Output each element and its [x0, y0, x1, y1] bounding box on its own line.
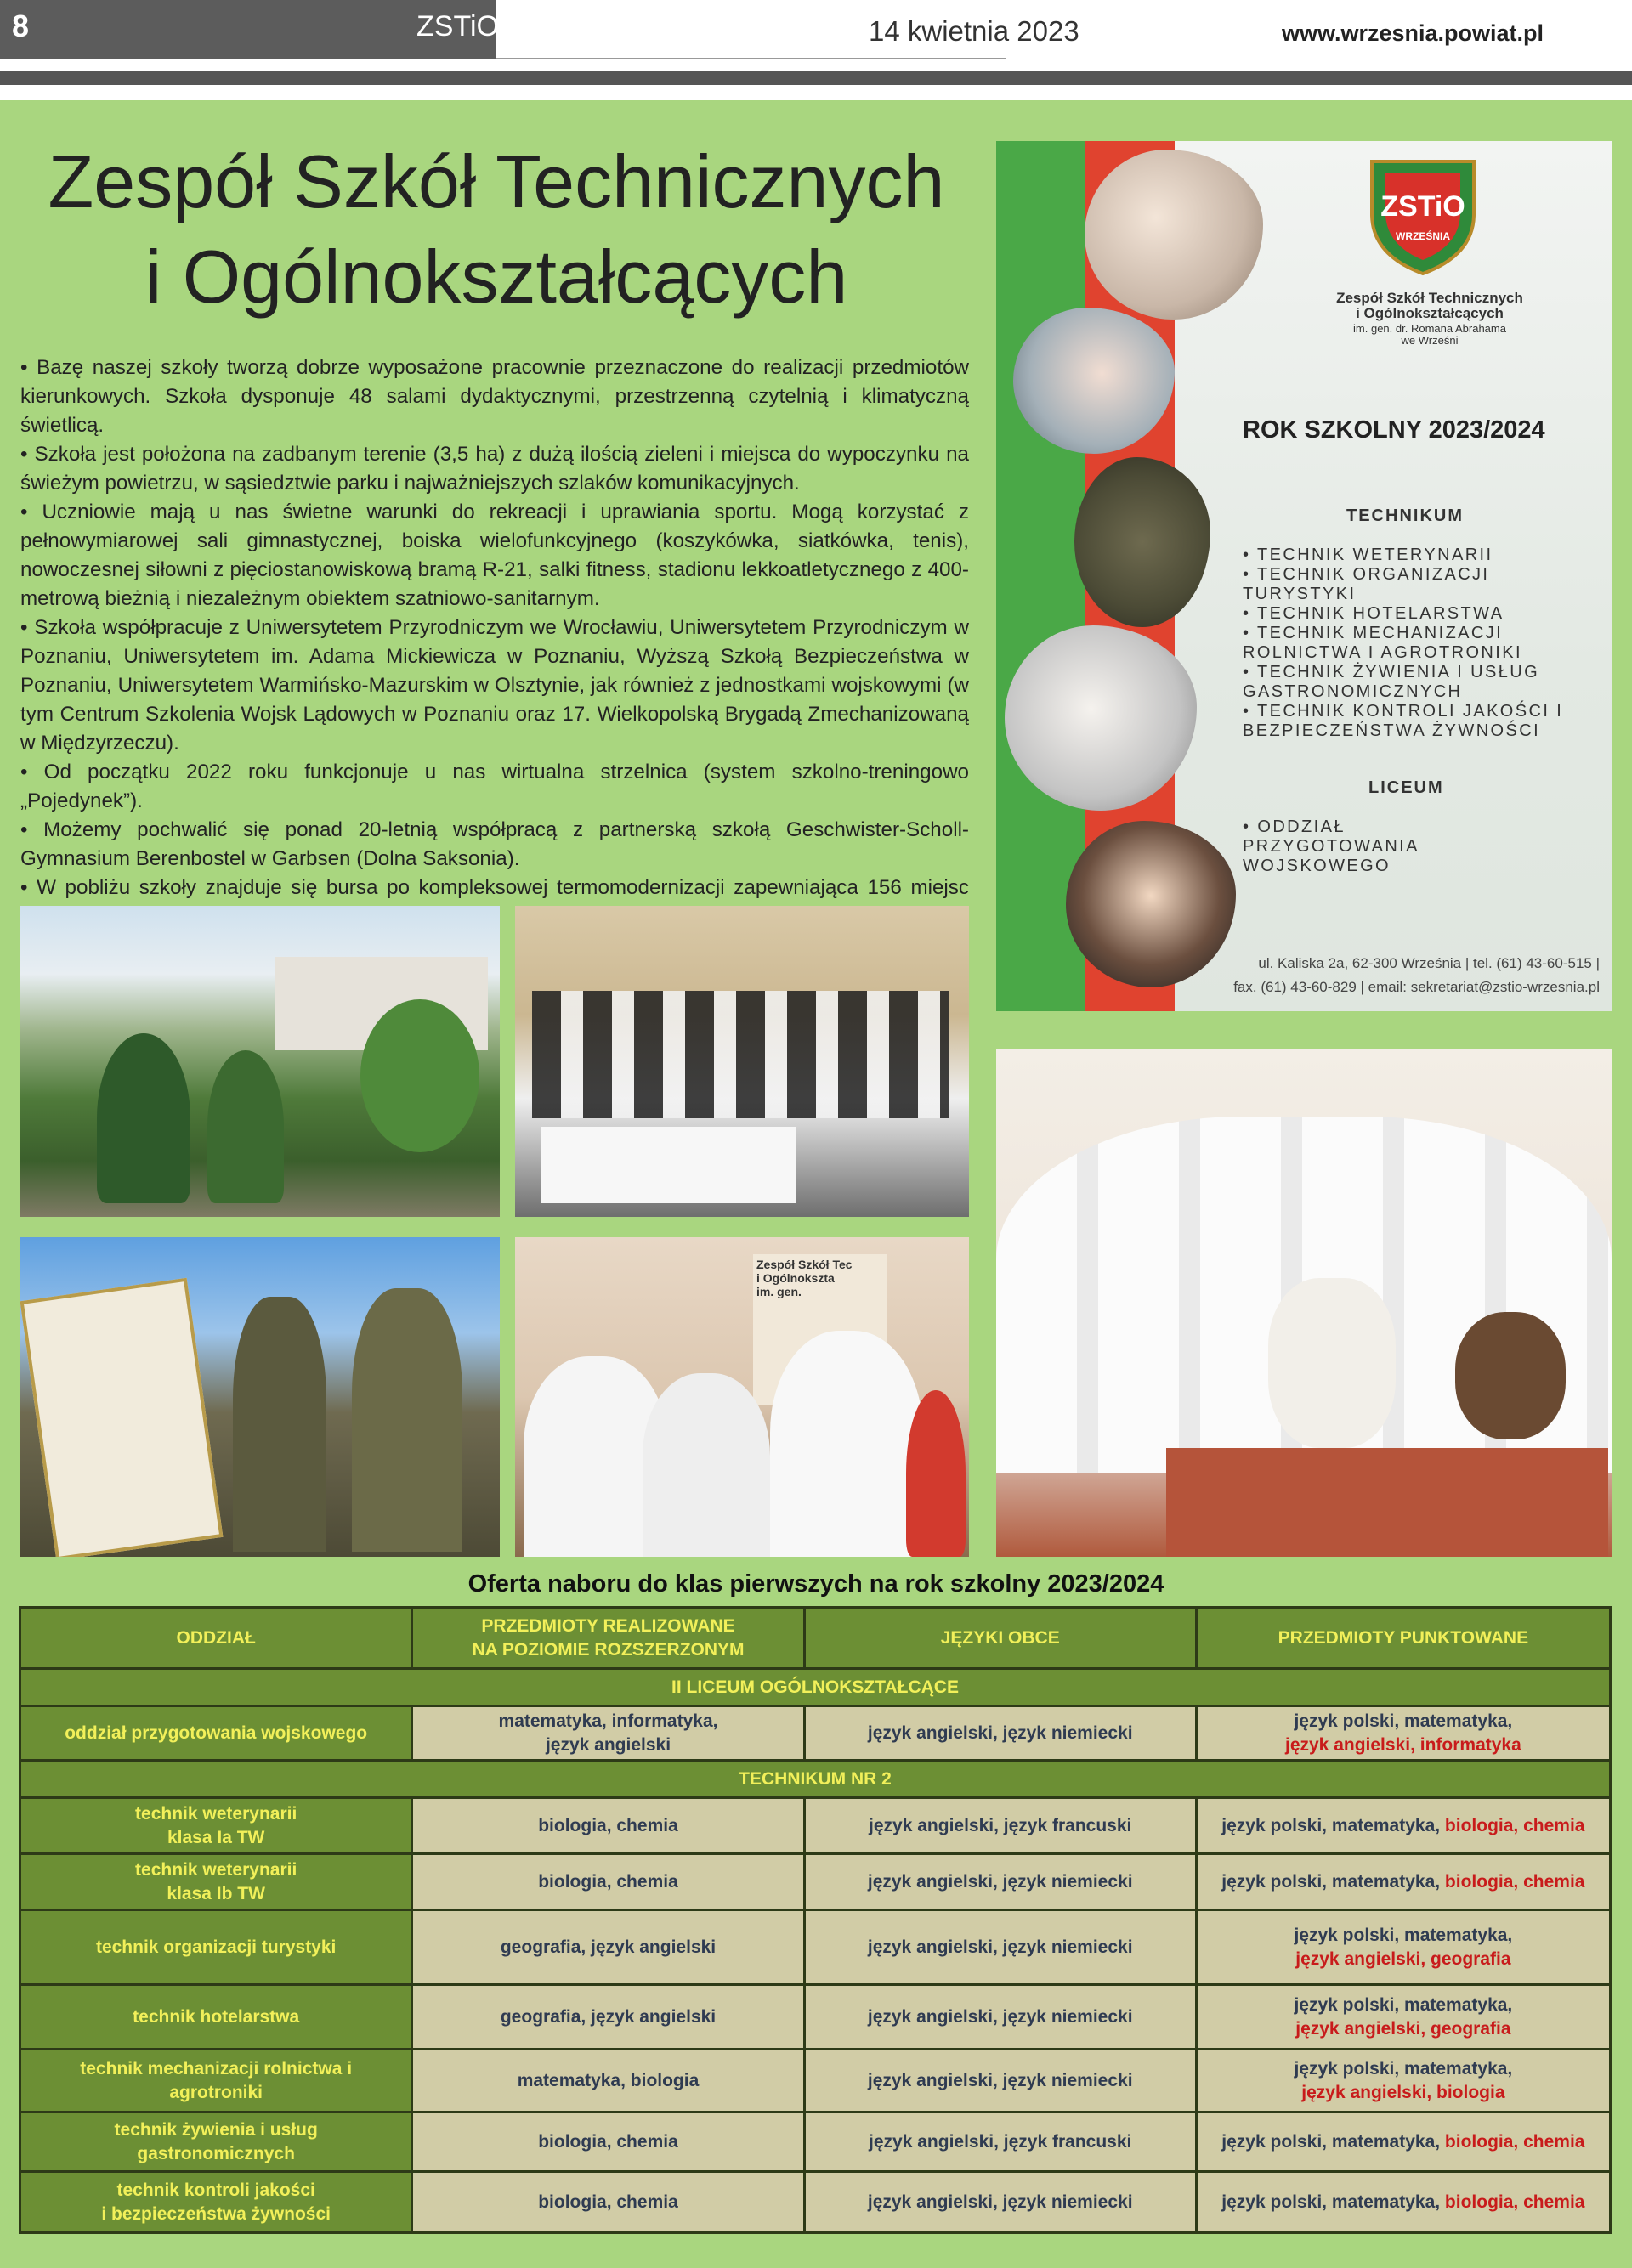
address-line-1: ul. Kaliska 2a, 62-300 Września | tel. (61) 43-60-515 |: [1258, 955, 1600, 971]
student: [770, 1331, 923, 1557]
tree: [360, 999, 479, 1152]
school-crest-icon: [1363, 155, 1482, 277]
photo-school-campus: [20, 906, 500, 1217]
table-section-row: [20, 1761, 1611, 1798]
banner-line-2: i Ogólnokszta: [756, 1271, 835, 1285]
row-extended: geografia, język angielski: [412, 1985, 804, 2050]
school-poster: [996, 141, 1612, 1011]
technikum-item: • TECHNIK KONTROLI JAKOŚCI I BEZPIECZEŃSTWA ŻYWNOŚCI: [1243, 702, 1600, 741]
cell-line: technik weterynarii: [135, 1803, 298, 1824]
section-technikum: TECHNIKUM NR 2: [20, 1761, 1611, 1798]
cell-line: język polski, matematyka,: [1294, 1711, 1513, 1731]
dog: [1455, 1312, 1566, 1439]
address-line-2: fax. (61) 43-60-829 | email: sekretariat@zstio-wrzesnia.pl: [1233, 979, 1600, 995]
table-row: [20, 2112, 1611, 2172]
row-label: [20, 2050, 412, 2112]
technikum-item: • TECHNIK HOTELARSTWA: [1243, 604, 1600, 624]
cell-line-highlight: język angielski, biologia: [1301, 2082, 1505, 2102]
crest-text: ZSTiO: [1380, 190, 1465, 223]
row-languages: język angielski, język niemiecki: [804, 2050, 1196, 2112]
cell-line: język polski, matematyka,: [1294, 2058, 1513, 2079]
cell-line: technik mechanizacji rolnictwa i: [80, 2058, 353, 2079]
header-jezyki: JĘZYKI OBCE: [804, 1608, 1196, 1669]
table-row: [20, 2050, 1611, 2112]
dining-table: [541, 1127, 796, 1203]
table-row: [20, 1985, 1611, 2050]
cell-line-highlight: język angielski, geografia: [1295, 2018, 1511, 2039]
cell-line-highlight: język angielski, geografia: [1295, 1948, 1511, 1969]
row-extended: biologia, chemia: [412, 1854, 804, 1910]
technikum-item: • TECHNIK MECHANIZACJI ROLNICTWA I AGROTRONIKI: [1243, 624, 1600, 663]
cell-line-highlight: biologia, chemia: [1444, 1815, 1585, 1835]
offer-title: Oferta naboru do klas pierwszych na rok szkolny 2023/2024: [468, 1570, 1164, 1598]
table-row: [20, 1706, 1611, 1761]
cell-line: matematyka, informatyka,: [498, 1711, 718, 1731]
header-line: PRZEDMIOTY REALIZOWANE: [481, 1615, 735, 1636]
article-body: [20, 353, 969, 931]
tree: [207, 1050, 284, 1203]
paragraph: • Od początku 2022 roku funkcjonuje u nas wirtualna strzelnica (system szkolno-treningowo „Pojedynek”).: [20, 761, 969, 812]
cell-line-highlight: język angielski, informatyka: [1284, 1734, 1522, 1755]
cell-line: klasa Ia TW: [167, 1827, 265, 1847]
paragraph: • Uczniowie mają u nas świetne warunki do rekreacji i uprawiania sportu. Mogą korzystać z pełnowymiarowej sali gimnastycznej, boiska wielofunkcyjnego (koszykówka, siatkówka, tenis), nowoczesnej siłowni z pięciostanowiskową bramą R-21, salki fitness, stadionu lekkoatletycznego z 400-metrową bieżnią i niezależnym obiektem szatniowo-sanitarnym.: [20, 501, 969, 610]
photo-students-dining: [515, 906, 969, 1217]
row-languages: język angielski, język francuski: [804, 1798, 1196, 1854]
row-points: [1196, 1854, 1610, 1910]
photo-vet-students-dogs: [996, 1049, 1612, 1557]
cell-line: język polski, matematyka,: [1221, 1871, 1445, 1892]
cell-line: technik żywienia i usług: [114, 2119, 318, 2140]
soldier: [233, 1297, 326, 1552]
row-languages: język angielski, język niemiecki: [804, 1985, 1196, 2050]
title-line-1: Zespół Szkół Technicznych: [48, 139, 945, 223]
row-label: technik organizacji turystyki: [20, 1910, 412, 1985]
cell-line: technik weterynarii: [135, 1859, 298, 1880]
paragraph: • Szkoła współpracuje z Uniwersytetem Przyrodniczym we Wrocławiu, Uniwersytetem Przyrodniczym w Poznaniu, Uniwersytetem im. Adama Mickiewicza w Poznaniu, Wyższą Szkołą Bezpieczeństwa w Poznaniu, Uniwersytetem Warmińsko-Mazurskim w Olsztynie, jak również z jednostkami wojskowymi (w tym Centrum Szkolenia Wojsk Lądowych w Poznaniu oraz 17. Wielkopolską Brygadą Zmechanizowaną w Międzyrzeczu).: [20, 616, 969, 755]
cell-line: język polski, matematyka,: [1294, 1925, 1513, 1945]
paragraph: • Bazę naszej szkoły tworzą dobrze wyposażone pracownie przeznaczone do realizacji przedmiotów kierunkowych. Szkoła dysponuje 48 salami dydaktycznymi, przestrzenną czytelnią i klimatyczną świetlicą.: [20, 356, 969, 437]
technikum-item: • TECHNIK WETERYNARII: [1243, 546, 1600, 565]
row-label: oddział przygotowania wojskowego: [20, 1706, 412, 1761]
row-languages: język angielski, język niemiecki: [804, 1706, 1196, 1761]
poster-school-name: [1285, 291, 1574, 321]
row-extended: geografia, język angielski: [412, 1910, 804, 1985]
poster-patron: [1285, 323, 1574, 347]
header-bar: [0, 71, 1632, 85]
title-line-2: i Ogólnokształcących: [144, 235, 848, 319]
technikum-list: [1243, 546, 1600, 741]
row-languages: język angielski, język niemiecki: [804, 1854, 1196, 1910]
row-languages: język angielski, język niemiecki: [804, 2172, 1196, 2233]
school-name-line-1: Zespół Szkół Technicznych: [1336, 290, 1523, 306]
cell-line: klasa Ib TW: [167, 1883, 265, 1903]
row-languages: język angielski, język niemiecki: [804, 1910, 1196, 1985]
offer-table: [19, 1606, 1612, 2234]
liceum-item: • ODDZIAŁ PRZYGOTOWANIA WOJSKOWEGO: [1243, 817, 1515, 876]
table-row: [20, 1854, 1611, 1910]
table-row: [20, 2172, 1611, 2233]
photo-military-ceremony: [20, 1237, 500, 1557]
school-banner: [20, 1278, 223, 1557]
tree: [97, 1033, 190, 1203]
row-label: [20, 1854, 412, 1910]
banner-line-3: im. gen.: [756, 1285, 802, 1298]
liceum-list: [1243, 817, 1515, 876]
header-przedmioty: [412, 1608, 804, 1669]
cell-line-highlight: biologia, chemia: [1444, 1871, 1585, 1892]
poster-address: [1233, 952, 1600, 999]
banner-line-1: Zespół Szkół Tec: [756, 1258, 853, 1271]
photo-students-banner: [515, 1237, 969, 1557]
row-points: [1196, 2050, 1610, 2112]
liceum-heading: LICEUM: [1368, 778, 1444, 797]
tulips: [906, 1390, 966, 1557]
cell-line: technik kontroli jakości: [116, 2180, 315, 2200]
cell-line: i bezpieczeństwa żywności: [101, 2203, 331, 2224]
cell-line: język polski, matematyka,: [1221, 1815, 1445, 1835]
header-punktowane: PRZEDMIOTY PUNKTOWANE: [1196, 1608, 1610, 1669]
website-link[interactable]: www.wrzesnia.powiat.pl: [1281, 20, 1544, 46]
patron-line-1: im. gen. dr. Romana Abrahama: [1353, 322, 1506, 335]
students-group: [532, 991, 949, 1118]
patron-line-2: we Wrześni: [1401, 334, 1459, 347]
row-points: [1196, 2112, 1610, 2172]
row-languages: język angielski, język francuski: [804, 2112, 1196, 2172]
cell-line-highlight: biologia, chemia: [1444, 2131, 1585, 2152]
table-row: [20, 1798, 1611, 1854]
technikum-item: • TECHNIK ŻYWIENIA I USŁUG GASTRONOMICZNYCH: [1243, 663, 1600, 702]
row-label: [20, 1798, 412, 1854]
cell-line: język polski, matematyka,: [1221, 2131, 1445, 2152]
row-points: [1196, 2172, 1610, 2233]
cell-line: język polski, matematyka,: [1294, 1994, 1513, 2015]
technikum-item: • TECHNIK ORGANIZACJI TURYSTYKI: [1243, 565, 1600, 604]
table-section-row: [20, 1669, 1611, 1706]
row-label: [20, 2172, 412, 2233]
paragraph: • W pobliżu szkoły znajduje się bursa po kompleksowej termomodernizacji zapewniająca 156 miejsc: [20, 876, 969, 899]
cell-line: język polski, matematyka,: [1221, 2192, 1445, 2212]
row-label: technik hotelarstwa: [20, 1985, 412, 2050]
cell-line: język angielski: [545, 1734, 672, 1755]
header-rule: [496, 58, 1006, 59]
header-oddzial: ODDZIAŁ: [20, 1608, 412, 1669]
school-name-line-2: i Ogólnokształcących: [1356, 305, 1504, 321]
row-extended: biologia, chemia: [412, 2172, 804, 2233]
row-points: [1196, 1706, 1610, 1761]
paragraph: • Możemy pochwalić się ponad 20-letnią współpracą z partnerską szkołą Geschwister-Scholl-Gymnasium Berenbostel w Garbsen (Dolna Saksonia).: [20, 818, 969, 870]
row-extended: [412, 1706, 804, 1761]
header-tab: [0, 0, 499, 59]
row-points: [1196, 1798, 1610, 1854]
row-extended: biologia, chemia: [412, 1798, 804, 1854]
row-points: [1196, 1985, 1610, 2050]
cell-line-highlight: biologia, chemia: [1444, 2192, 1585, 2212]
page-number: 8: [12, 8, 30, 43]
soldier: [352, 1288, 462, 1552]
dog: [1268, 1278, 1396, 1448]
paragraph: • Szkoła jest położona na zadbanym terenie (3,5 ha) z dużą ilością zieleni i miejsca do wypoczynku na świeżym powietrzu, w sąsiedztwie parku i najważniejszych szlaków komunikacyjnych.: [20, 443, 969, 495]
row-extended: matematyka, biologia: [412, 2050, 804, 2112]
crest-city: WRZEŚNIA: [1396, 230, 1450, 242]
table-header-row: [20, 1608, 1611, 1669]
row-extended: biologia, chemia: [412, 2112, 804, 2172]
section-name: ZSTiO: [416, 10, 499, 42]
exam-table: [1166, 1448, 1608, 1557]
page-header: [0, 0, 1632, 100]
row-label: [20, 2112, 412, 2172]
cell-line: gastronomicznych: [137, 2143, 295, 2163]
school-year: ROK SZKOLNY 2023/2024: [1243, 416, 1545, 444]
article-title: [17, 134, 976, 325]
header-line: NA POZIOMIE ROZSZERZONYM: [472, 1639, 745, 1660]
technikum-heading: TECHNIKUM: [1346, 506, 1464, 525]
cell-line: agrotroniki: [169, 2082, 264, 2102]
section-liceum: II LICEUM OGÓLNOKSZTAŁCĄCE: [20, 1669, 1611, 1706]
issue-date: 14 kwietnia 2023: [869, 15, 1080, 47]
student: [643, 1373, 770, 1557]
row-points: [1196, 1910, 1610, 1985]
table-row: [20, 1910, 1611, 1985]
